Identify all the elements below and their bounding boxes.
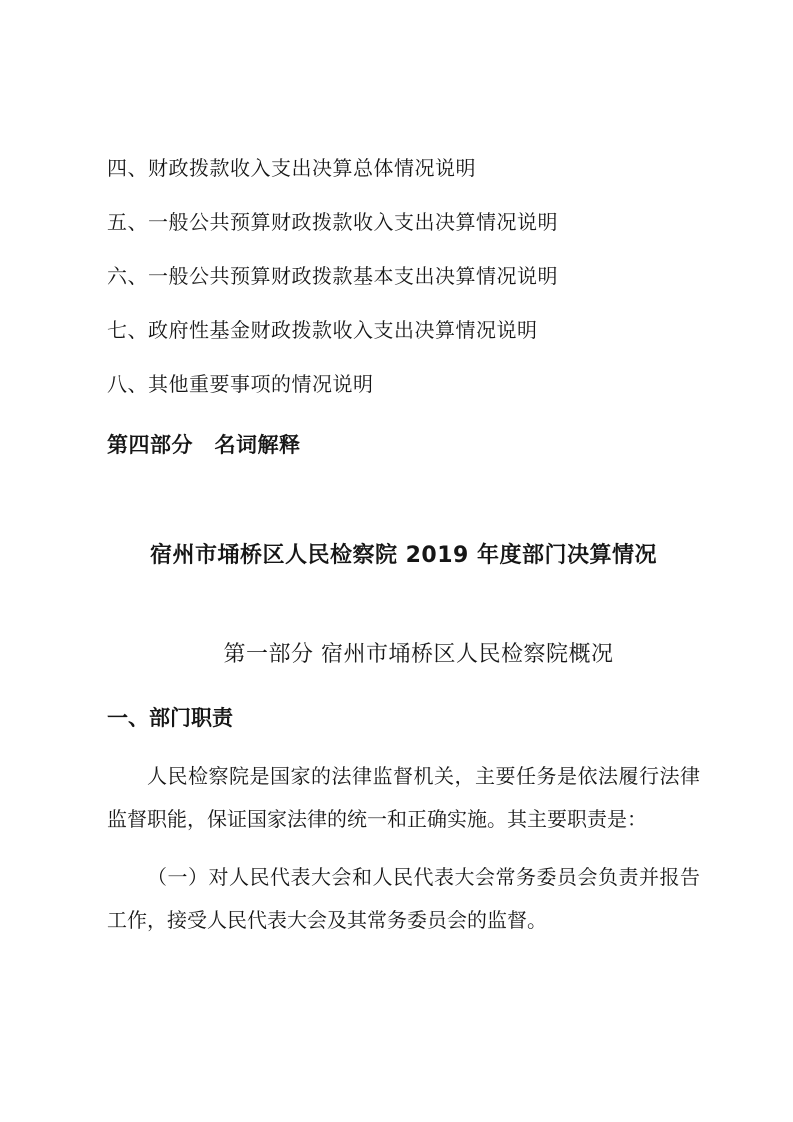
paragraph-line: 监督职能，保证国家法律的统一和正确实施。其主要职责是： — [107, 807, 647, 831]
document-title: 宿州市埇桥区人民检察院 2019 年度部门决算情况 — [149, 543, 658, 568]
toc-item-8: 八、其他重要事项的情况说明 — [107, 372, 374, 396]
toc-item-4: 四、财政拨款收入支出决算总体情况说明 — [107, 156, 476, 180]
paragraph-duties-intro — [107, 755, 700, 841]
table-of-contents — [107, 153, 700, 399]
paragraph-line: 工作，接受人民代表大会及其常务委员会的监督。 — [107, 908, 547, 932]
part1-heading: 第一部分 宿州市埇桥区人民检察院概况 — [223, 642, 614, 667]
toc-item-5: 五、一般公共预算财政拨款收入支出决算情况说明 — [107, 210, 558, 234]
section-duties-heading: 一、部门职责 — [107, 706, 233, 730]
paragraph-line: （一）对人民代表大会和人民代表大会常务委员会负责并报告 — [147, 865, 700, 889]
part4-heading: 第四部分 名词解释 — [107, 432, 301, 457]
toc-item-6: 六、一般公共预算财政拨款基本支出决算情况说明 — [107, 264, 558, 288]
paragraph-duty-item-1 — [107, 856, 700, 942]
toc-item-7: 七、政府性基金财政拨款收入支出决算情况说明 — [107, 318, 538, 342]
paragraph-line: 人民检察院是国家的法律监督机关，主要任务是依法履行法律 — [147, 764, 700, 788]
